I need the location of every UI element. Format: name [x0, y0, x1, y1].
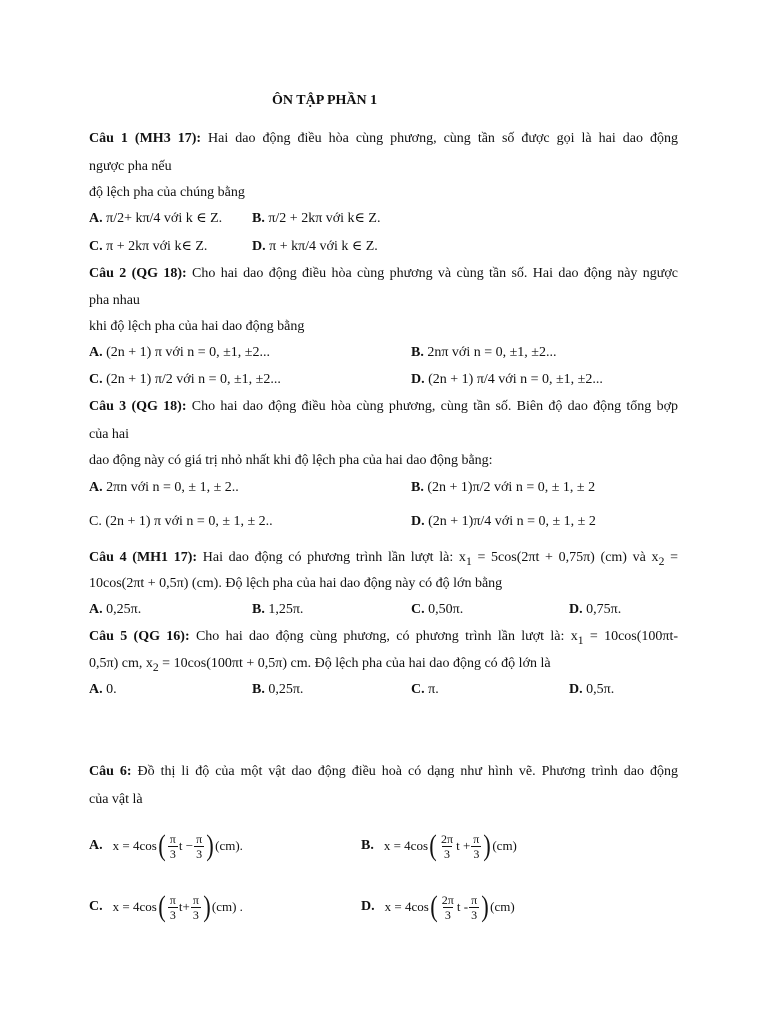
q1-option-c-text: π + 2kπ với k∈ Z. — [102, 239, 208, 254]
q6-b-frac-2 — [471, 832, 481, 861]
q3-line1 — [89, 398, 678, 416]
q6-option-b-letter: B. — [361, 838, 374, 853]
q6-a-prefix: x = 4cos — [112, 838, 157, 853]
q6-option-d — [361, 887, 515, 927]
q5-line1 — [89, 628, 678, 650]
q1-option-b-letter: B. — [252, 211, 265, 226]
q3-option-c-text: C. (2n + 1) π với n = 0, ± 1, ± 2.. — [89, 514, 273, 529]
q6-c-suffix: (cm) . — [211, 899, 243, 914]
q4-sub-2: 2 — [658, 554, 665, 568]
q6-option-d-formula — [385, 892, 515, 922]
q3-line3: dao động này có giá trị nhỏ nhất khi độ lệch pha của hai dao động bằng: — [89, 453, 493, 468]
q1-option-a — [89, 210, 222, 228]
q5-text-2b: = 10cos(100πt + 0,5π) cm. Độ lệch pha của hai dao động có độ lớn là — [158, 656, 551, 671]
q2-option-d-letter: D. — [411, 372, 425, 387]
q6-a-mid: t − — [178, 838, 194, 853]
q1-line2: ngược pha nếu — [89, 159, 172, 174]
q6-c-frac-1 — [168, 893, 178, 922]
q6-b-den-2: 3 — [473, 846, 480, 861]
q3-line2: của hai — [89, 427, 130, 442]
q6-d-prefix: x = 4cos — [384, 899, 429, 914]
q5-option-b — [252, 681, 303, 699]
q2-text-1: Cho hai dao động điều hòa cùng phương và cùng tần số. Hai dao động này ngược — [186, 266, 678, 281]
q1-option-c — [89, 238, 207, 256]
q3-text-1: Cho hai dao động điều hòa cùng phương, cùng tần số. Biên độ dao động tổng bợp — [186, 399, 678, 414]
q4-option-c-text: 0,50π. — [424, 602, 464, 617]
q4-sub-1: 1 — [465, 554, 472, 568]
q6-b-prefix: x = 4cos — [383, 838, 429, 853]
q6-text-1: Đồ thị li độ của một vật dao động điều hoà có dạng như hình vẽ. Phương trình dao động — [131, 764, 679, 779]
q6-option-b — [361, 826, 517, 866]
q4-option-b — [252, 601, 303, 619]
q6-b-num-2: π — [473, 831, 480, 846]
page-title: ÔN TẬP PHẦN 1 — [272, 93, 378, 108]
q3-option-a-text: 2πn với n = 0, ± 1, ± 2.. — [102, 480, 239, 495]
q1-option-d-letter: D. — [252, 239, 266, 254]
q4-option-a-letter: A. — [89, 602, 103, 617]
q5-label: Câu 5 (QG 16): — [89, 629, 190, 644]
q5-option-b-text: 0,25π. — [264, 682, 304, 697]
q4-line1 — [89, 549, 678, 571]
q4-option-a — [89, 601, 141, 619]
q5-sub-2: 2 — [152, 660, 159, 674]
q2-line2: pha nhau — [89, 293, 140, 308]
q6-option-a-letter: A. — [89, 838, 103, 853]
q6-c-mid: t+ — [178, 899, 190, 914]
q2-option-c — [89, 371, 281, 389]
q4-option-b-letter: B. — [252, 602, 265, 617]
q2-option-b — [411, 344, 556, 362]
q6-a-suffix: (cm). — [215, 838, 243, 853]
q2-label: Câu 2 (QG 18): — [89, 266, 187, 281]
q6-line1 — [89, 763, 678, 781]
q6-b-close-paren: ) — [483, 829, 492, 862]
q3-option-a-letter: A. — [89, 480, 103, 495]
q4-option-c — [411, 601, 463, 619]
q1-text-1: Hai dao động điều hòa cùng phương, cùng tần số được gọi là hai dao động — [201, 131, 678, 146]
q6-c-num-1: π — [169, 892, 176, 907]
q1-label: Câu 1 (MH3 17): — [89, 131, 202, 146]
q6-d-num-1: 2π — [441, 892, 454, 907]
q1-option-b-text: π/2 + 2kπ với k∈ Z. — [264, 211, 381, 226]
q2-option-a-letter: A. — [89, 345, 103, 360]
q5-option-d-text: 0,5π. — [582, 682, 615, 697]
q6-c-num-2: π — [192, 892, 199, 907]
q4-text-1b: = 5cos(2πt + 0,75π) (cm) và x — [471, 550, 659, 565]
q5-option-c-text: π. — [424, 682, 439, 697]
q3-option-d — [411, 513, 596, 531]
q3-option-b — [411, 479, 595, 497]
q4-option-d — [569, 601, 621, 619]
q1-line1 — [89, 130, 678, 148]
q6-c-frac-2 — [191, 893, 201, 922]
q6-d-den-2: 3 — [471, 907, 478, 922]
q6-a-den-1: 3 — [169, 846, 176, 861]
q6-d-den-1: 3 — [444, 907, 451, 922]
q4-option-b-text: 1,25π. — [264, 602, 304, 617]
q5-option-b-letter: B. — [252, 682, 265, 697]
q3-label: Câu 3 (QG 18): — [89, 399, 187, 414]
q1-option-b — [252, 210, 380, 228]
q6-d-open-paren: ( — [430, 890, 438, 923]
q4-option-d-text: 0,75π. — [582, 602, 622, 617]
q6-c-prefix: x = 4cos — [112, 899, 157, 914]
q1-option-d-text: π + kπ/4 với k ∈ Z. — [265, 239, 378, 254]
q6-c-den-1: 3 — [169, 907, 176, 922]
q6-d-frac-2 — [469, 893, 479, 922]
q6-a-frac-2 — [194, 832, 204, 861]
q4-option-a-text: 0,25π. — [102, 602, 142, 617]
q2-line1 — [89, 265, 678, 283]
q6-line2: của vật là — [89, 792, 143, 807]
q3-option-d-letter: D. — [411, 514, 425, 529]
q2-option-c-text: (2n + 1) π/2 với n = 0, ±1, ±2... — [102, 372, 281, 387]
q5-option-d — [569, 681, 614, 699]
q6-d-suffix: (cm) — [490, 899, 515, 914]
q1-option-a-letter: A. — [89, 211, 103, 226]
q4-option-c-letter: C. — [411, 602, 425, 617]
q6-a-den-2: 3 — [196, 846, 203, 861]
q6-d-mid: t - — [456, 899, 469, 914]
q6-a-num-1: π — [169, 831, 176, 846]
q3-option-b-letter: B. — [411, 480, 424, 495]
q5-option-a-letter: A. — [89, 682, 103, 697]
q1-option-d — [252, 238, 378, 256]
q4-label: Câu 4 (MH1 17): — [89, 550, 198, 565]
q6-d-close-paren: ) — [481, 890, 489, 923]
q5-line2 — [89, 655, 551, 677]
q6-option-b-formula — [384, 831, 517, 861]
q5-option-c — [411, 681, 439, 699]
q4-option-d-letter: D. — [569, 602, 583, 617]
q6-a-frac-1 — [168, 832, 178, 861]
q2-option-a — [89, 344, 270, 362]
q6-b-frac-1 — [439, 832, 455, 861]
q6-option-c-letter: C. — [89, 899, 103, 914]
q3-option-b-text: (2n + 1)π/2 với n = 0, ± 1, ± 2 — [423, 480, 596, 495]
q4-text-1a: Hai dao động có phương trình lần lượt là: x — [197, 550, 466, 565]
q6-c-close-paren: ) — [203, 890, 211, 923]
q2-line3: khi độ lệch pha của hai dao động bằng — [89, 319, 305, 334]
q6-option-a — [89, 826, 243, 866]
q1-option-a-text: π/2+ kπ/4 với k ∈ Z. — [102, 211, 223, 226]
q5-text-2a: 0,5π) cm, x — [89, 656, 153, 671]
q5-option-d-letter: D. — [569, 682, 583, 697]
q6-option-d-letter: D. — [361, 899, 375, 914]
q2-option-a-text: (2n + 1) π với n = 0, ±1, ±2... — [102, 345, 270, 360]
q6-a-num-2: π — [196, 831, 203, 846]
q6-b-den-1: 3 — [444, 846, 451, 861]
q6-a-close-paren: ) — [206, 829, 214, 862]
q6-c-open-paren: ( — [158, 890, 166, 923]
q6-b-suffix: (cm) — [492, 838, 517, 853]
q5-sub-1: 1 — [577, 633, 584, 647]
q6-b-num-1: 2π — [441, 831, 454, 846]
q2-option-d — [411, 371, 603, 389]
q3-option-d-text: (2n + 1)π/4 với n = 0, ± 1, ± 2 — [424, 514, 596, 529]
q1-option-c-letter: C. — [89, 239, 103, 254]
q2-option-c-letter: C. — [89, 372, 103, 387]
q3-option-c — [89, 513, 273, 531]
q6-c-den-2: 3 — [192, 907, 199, 922]
q6-b-mid: t + — [456, 838, 471, 853]
q5-option-a — [89, 681, 117, 699]
q2-option-b-text: 2nπ với n = 0, ±1, ±2... — [423, 345, 557, 360]
q2-option-d-text: (2n + 1) π/4 với n = 0, ±1, ±2... — [424, 372, 603, 387]
q4-text-1c: = — [664, 550, 678, 565]
q4-line2: 10cos(2πt + 0,5π) (cm). Độ lệch pha của hai dao động này có độ lớn bằng — [89, 576, 503, 591]
q6-option-c-formula — [113, 892, 243, 922]
q5-option-c-letter: C. — [411, 682, 425, 697]
q5-text-1a: Cho hai dao động cùng phương, có phương trình lần lượt là: x — [189, 629, 578, 644]
q6-d-num-2: π — [471, 892, 478, 907]
q3-option-a — [89, 479, 239, 497]
q6-d-frac-1 — [440, 893, 456, 922]
q6-option-c — [89, 887, 243, 927]
q1-line3: độ lệch pha của chúng bằng — [89, 185, 245, 200]
q2-option-b-letter: B. — [411, 345, 424, 360]
q5-option-a-text: 0. — [102, 682, 117, 697]
q6-label: Câu 6: — [89, 764, 132, 779]
q6-a-open-paren: ( — [158, 829, 166, 862]
q6-option-a-formula — [113, 831, 243, 861]
q6-b-open-paren: ( — [429, 829, 437, 862]
q5-text-1b: = 10cos(100πt- — [583, 629, 679, 644]
